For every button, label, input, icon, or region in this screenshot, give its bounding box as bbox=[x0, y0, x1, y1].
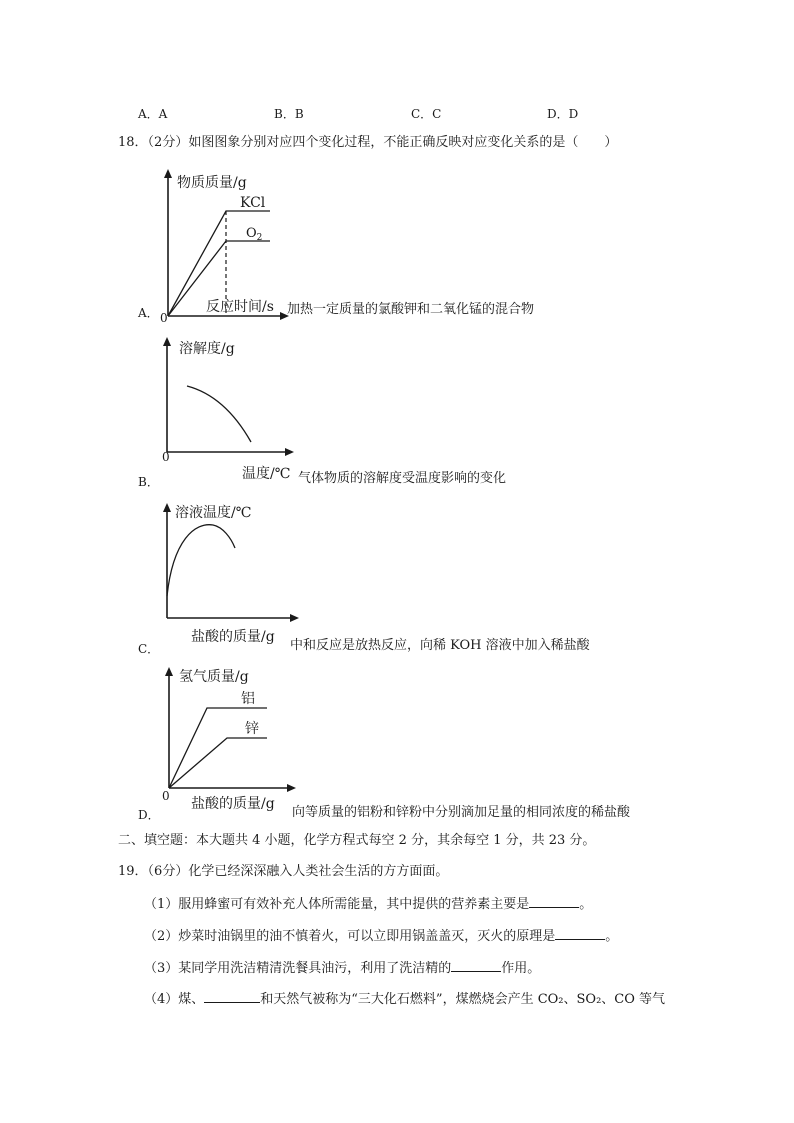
option-c-letter: C． bbox=[138, 642, 160, 656]
chart-b-ylabel: 溶解度/g bbox=[179, 341, 235, 357]
chart-d-ylabel: 氢气质量/g bbox=[179, 669, 249, 685]
item-2-text: （2）炒菜时油锅里的油不慎着火，可以立即用锅盖盖灭，灭火的原理是 bbox=[144, 929, 556, 944]
chart-d-origin: 0 bbox=[162, 789, 170, 803]
chart-c bbox=[155, 500, 300, 622]
question-19-stem: 19．（6分）化学已经深深融入人类社会生活的方方面面。 bbox=[118, 864, 449, 879]
chart-a-xlabel: 反应时间/s bbox=[206, 299, 274, 315]
chart-b-origin: 0 bbox=[162, 450, 170, 464]
prev-option-d: D．D bbox=[547, 107, 579, 121]
chart-b-y-arrow bbox=[163, 337, 171, 346]
blank-2[interactable] bbox=[555, 927, 605, 940]
blank-3[interactable] bbox=[451, 959, 501, 972]
question-18-stem: 18．（2分）如图图象分别对应四个变化过程，不能正确反映对应变化关系的是（ ） bbox=[118, 135, 618, 150]
item-3-text: （3）某同学用洗洁精清洗餐具油污，利用了洗洁精的 bbox=[144, 961, 452, 976]
chart-b bbox=[155, 334, 295, 464]
chart-a-origin: 0 bbox=[160, 311, 168, 325]
chart-a-ylabel: 物质质量/g bbox=[177, 175, 247, 191]
option-c-desc: 中和反应是放热反应，向稀 KOH 溶液中加入稀盐酸 bbox=[290, 638, 590, 653]
chart-c-y-arrow bbox=[163, 503, 171, 512]
option-d-desc: 向等质量的铝粉和锌粉中分别滴加足量的相同浓度的稀盐酸 bbox=[292, 805, 631, 820]
prev-option-b: B．B bbox=[274, 107, 304, 121]
blank-4[interactable] bbox=[204, 990, 260, 1003]
item-4-text: （4）煤、 bbox=[144, 992, 205, 1007]
chart-b-curve bbox=[187, 386, 251, 442]
chart-b-x-arrow bbox=[285, 448, 294, 456]
option-a-desc: 加热一定质量的氯酸钾和二氧化锰的混合物 bbox=[287, 302, 535, 317]
question-19-item-4 bbox=[144, 990, 665, 1008]
chart-d-xlabel: 盐酸的质量/g bbox=[191, 796, 275, 812]
chart-d-y-arrow bbox=[165, 667, 173, 676]
item-3-end: 作用。 bbox=[501, 961, 541, 976]
prev-option-c: C．C bbox=[411, 107, 442, 121]
chart-d-x-arrow bbox=[287, 784, 296, 792]
item-2-end: 。 bbox=[605, 929, 619, 944]
chart-d bbox=[157, 664, 297, 803]
option-d-letter: D． bbox=[138, 808, 160, 822]
item-1-end: 。 bbox=[579, 897, 593, 912]
chart-c-x-arrow bbox=[290, 614, 299, 622]
chart-c-curve bbox=[167, 525, 235, 596]
section-2-heading: 二、填空题：本大题共 4 小题，化学方程式每空 2 分，其余每空 1 分，共 23 分。 bbox=[118, 833, 596, 848]
blank-1[interactable] bbox=[529, 895, 579, 908]
chart-b-xlabel: 温度/℃ bbox=[242, 466, 291, 482]
item-4-end: 和天然气被称为“三大化石燃料”，煤燃烧会产生 CO₂、SO₂、CO 等气 bbox=[260, 992, 666, 1007]
question-19-item-1 bbox=[144, 895, 592, 913]
chart-a-label-kcl: KCl bbox=[240, 195, 266, 211]
chart-c-ylabel: 溶液温度/℃ bbox=[175, 505, 252, 521]
item-1-text: （1）服用蜂蜜可有效补充人体所需能量，其中提供的营养素主要是 bbox=[144, 897, 530, 912]
chart-d-label-al: 铝 bbox=[241, 691, 255, 707]
chart-d-line-zn bbox=[169, 738, 267, 788]
chart-c-xlabel: 盐酸的质量/g bbox=[191, 629, 275, 645]
chart-d-label-zn: 锌 bbox=[245, 721, 259, 737]
question-19-item-3 bbox=[144, 959, 540, 977]
option-b-letter: B． bbox=[138, 475, 159, 489]
chart-a-label-o2: $O_2$ bbox=[246, 226, 263, 243]
option-a-letter: A． bbox=[138, 306, 159, 320]
prev-option-a: A．A bbox=[138, 107, 168, 121]
option-b-desc: 气体物质的溶解度受温度影响的变化 bbox=[298, 471, 507, 486]
question-19-item-2 bbox=[144, 927, 618, 945]
chart-a-y-arrow bbox=[164, 169, 172, 178]
